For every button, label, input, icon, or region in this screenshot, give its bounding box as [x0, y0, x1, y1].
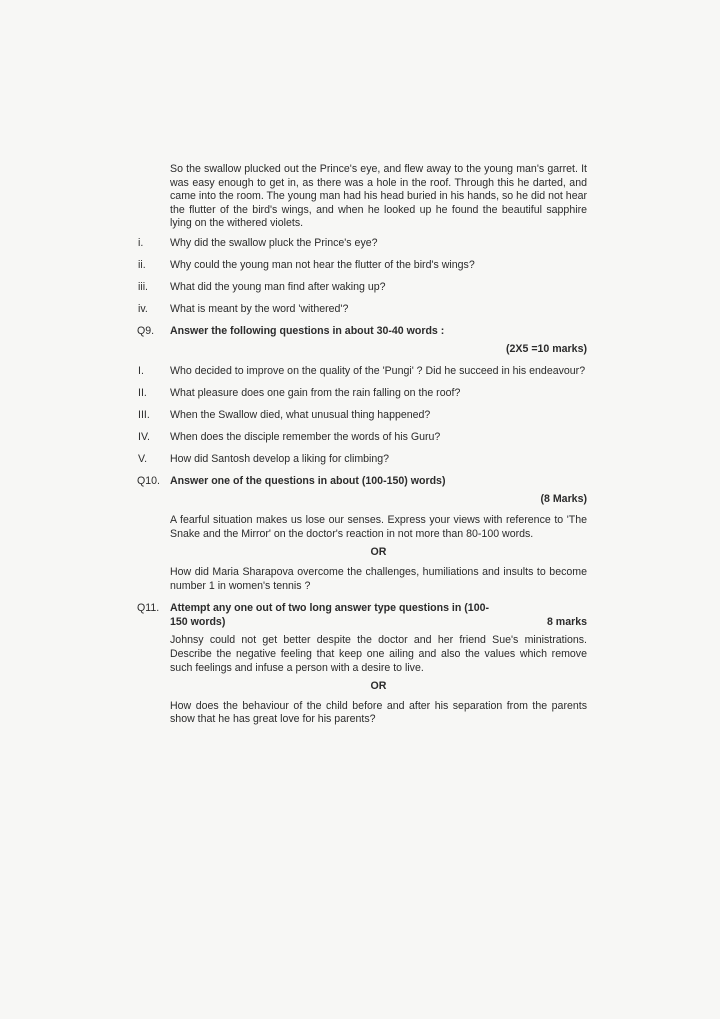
- question-number: III.: [138, 408, 150, 421]
- q11-heading: [137, 602, 587, 629]
- q9-title: Answer the following questions in about 30-40 words :: [170, 325, 445, 338]
- question-text: Who decided to improve on the quality of the 'Pungi' ? Did he succeed in his endeavour?: [170, 364, 586, 377]
- question-number: iii.: [138, 281, 149, 294]
- q10-option-a: A fearful situation makes us lose our senses. Express your views with reference to 'The Snake and the Mirror' on the doctor's reaction in not more than 80-100 words.: [170, 514, 587, 540]
- question-text: When does the disciple remember the words of his Guru?: [170, 430, 441, 443]
- list-item: [137, 431, 587, 445]
- q10-number: Q10.: [137, 475, 160, 487]
- passage-text: So the swallow plucked out the Prince's eye, and flew away to the young man's garret. It was easy enough to get in, as there was a hole in the roof. Through this he darted, and came into the room. The young man had his head buried in his hands, so he did not hear the flutter of the bird's wings, and when he looked up he found the beautiful sapphire lying on the withered violets.: [170, 163, 587, 230]
- page-content: [137, 163, 587, 727]
- list-item: [137, 409, 587, 423]
- q10-or: OR: [370, 546, 387, 559]
- question-text: How did Santosh develop a liking for climbing?: [170, 452, 390, 465]
- question-text: Why could the young man not hear the flutter of the bird's wings?: [170, 259, 475, 272]
- q11-title: [170, 602, 587, 629]
- question-text: What is meant by the word 'withered'?: [170, 303, 349, 316]
- list-item: [137, 453, 587, 467]
- question-number: V.: [138, 452, 148, 465]
- q9-question-list: [137, 365, 587, 467]
- list-item: [137, 281, 587, 295]
- list-item: [137, 303, 587, 317]
- q11-or: OR: [370, 680, 387, 693]
- passage-question-list: [137, 237, 587, 317]
- q11-option-a: Johnsy could not get better despite the doctor and her friend Sue's ministrations. Describe the negative feeling that keep one ailing and also the values which remove such feelings and infuse a person with a desire to live.: [170, 634, 587, 674]
- question-text: What pleasure does one gain from the rain falling on the roof?: [170, 386, 461, 399]
- q9-marks: (2X5 =10 marks): [506, 342, 587, 355]
- question-number: I.: [138, 364, 144, 377]
- q10-title: Answer one of the questions in about (100-150) words): [170, 475, 446, 487]
- question-text: When the Swallow died, what unusual thing happened?: [170, 408, 431, 421]
- list-item: [137, 237, 587, 251]
- list-item: [137, 259, 587, 273]
- question-number: IV.: [138, 430, 150, 443]
- q11-title-line2-row: [170, 616, 587, 630]
- question-text: What did the young man find after waking up?: [170, 281, 386, 294]
- question-number: i.: [138, 236, 144, 249]
- q11-title-line2: 150 words): [170, 615, 226, 628]
- q10-marks: (8 Marks): [540, 492, 587, 505]
- question-number: iv.: [138, 303, 148, 316]
- q9-heading: [137, 325, 587, 339]
- question-number: ii.: [138, 259, 146, 272]
- q11-title-line1: Attempt any one out of two long answer type questions in (100-: [170, 602, 490, 615]
- q10-option-b: How did Maria Sharapova overcome the challenges, humiliations and insults to become number 1 in women's tennis ?: [170, 565, 587, 592]
- list-item: [137, 387, 587, 401]
- q11-marks: 8 marks: [546, 615, 587, 628]
- question-number: II.: [138, 386, 147, 399]
- q10-heading: [137, 475, 587, 489]
- question-text: Why did the swallow pluck the Prince's eye?: [170, 236, 378, 249]
- q9-number: Q9.: [137, 325, 155, 338]
- q11-option-b: How does the behaviour of the child before and after his separation from the parents show that he has great love for his parents?: [170, 699, 587, 726]
- list-item: [137, 365, 587, 379]
- q11-number: Q11.: [137, 602, 160, 615]
